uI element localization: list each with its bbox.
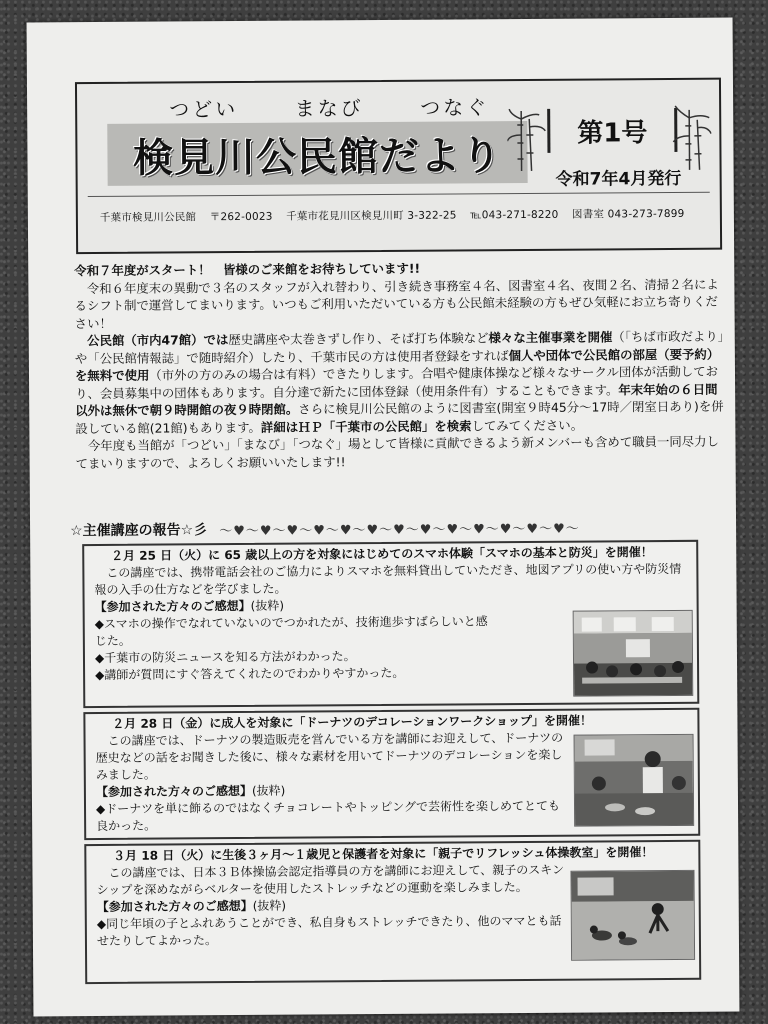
intro-paragraph: 令和６年度末の異動で３名のスタッフが入れ替わり、引き続き事務室４名、図書室４名、夜間２名、清掃２名によるシフト制で運営してまいります。いつもご利用いただいている方も公民館未経験の方もぜひ気軽にお立ち寄りください！ xyxy=(74,276,719,331)
report-header: ２月 25 日（火）に 65 歳以上の方を対象にはじめてのスマホ体験「スマホの基本と防災」を開催！ xyxy=(111,545,653,563)
section-title: ☆主催講座の報告☆彡 xyxy=(70,522,208,540)
bamboo-decoration-icon xyxy=(671,104,711,172)
impression-item: ◆ドーナツを単に飾るのではなくチョコレートやトッピングで芸術性を楽しめてとても良かった。 xyxy=(95,798,560,834)
newsletter-title: 検見川公民館だより xyxy=(107,121,527,186)
issue-number: 第1号 xyxy=(547,108,677,153)
impression-item: ◆千葉市の防災ニュースを知る方法がわかった。 xyxy=(94,649,356,666)
report-box-smartphone xyxy=(82,540,699,708)
issue-date: 令和7年4月発行 xyxy=(555,168,682,190)
impressions-label: 【参加された方々のご感想】(抜粋) xyxy=(96,898,287,915)
report-header: ３月 18 日（火）に生後３ヶ月～１歳児と保護者を対象に「親子でリフレッシュ体操教室」を開催！ xyxy=(113,845,654,863)
motto-word: つなぐ xyxy=(420,95,490,120)
intro-section xyxy=(74,258,725,473)
report-box-donut xyxy=(83,708,700,840)
motto-word: まなび xyxy=(294,96,364,121)
intro-paragraph: 公民館（市内47館）では歴史講座や太巻きずし作り、そば打ち体験など様々な主催事業を開催（「ちば市政だより」や「公民館情報誌」で随時紹介）したり、千葉市民の方は使用者登録をすれば個人や団体で公民館の部屋（要予約）を無料で使用（市外の方のみの場合は有料）できたりします。合唱や健康体操など様々なサークル団体が活動しており、会員募集中の団体もあります。自分達で新たに団体登録（使用条件有）することもできます。年末年始の６日間以外は無休で朝９時開館の夜９時閉館。さらに検見川公民館のように図書室(開室９時45分～17時／閉室日あり)を併設している館(21館)もあります。詳細はＨＰ「千葉市の公民館」を検索してみてください。 xyxy=(74,328,724,436)
intro-paragraph: 今年度も当館が「つどい」「まなび」「つなぐ」場として皆様に貢献できるよう新メンバーも含めて職員一同尽力してまいりますので、よろしくお願いいたします!! xyxy=(75,433,719,471)
impressions-label: 【参加された方々のご感想】(抜粋) xyxy=(95,783,286,800)
address: 千葉市花見川区検見川町 3-322-25 xyxy=(286,209,457,223)
impression-item: ◆同じ年頃の子とふれあうことができ、私自身もストレッチできたり、他のママとも話せたりしてよかった。 xyxy=(96,913,562,949)
impression-item: ◆スマホの操作でなれていないのでつかれたが、技術進歩すばらしいと感じた。 xyxy=(94,614,488,649)
section-heading xyxy=(70,515,740,542)
report-body: この講座では、ドーナツの製造販売を営んでいる方を講師にお迎えして、ドーナツの歴史などの話をお聞きした後に、様々な素材を用いてドーナツのデコレーションを楽しみました。 xyxy=(95,730,564,783)
contact-line xyxy=(100,206,695,225)
phone-number: ℡043-271-8220 xyxy=(470,208,559,222)
exercise-class-photo xyxy=(570,870,695,961)
report-body: この講座では、携帯電話会社のご協力によりスマホを無料貸出していただき、地図アプリの使い方や防災情報の入手の仕方などを学びました。 xyxy=(94,561,682,598)
impressions-label: 【参加された方々のご感想】(抜粋) xyxy=(94,598,285,615)
library-phone: 図書室 043-273-7899 xyxy=(571,207,685,221)
bamboo-decoration-icon xyxy=(507,105,547,173)
postal-code: 〒262-0023 xyxy=(209,210,273,224)
workshop-photo xyxy=(574,734,695,827)
motto xyxy=(169,91,489,122)
heart-wave-decoration: 〜♥〜♥〜♥〜♥〜♥〜♥〜♥〜♥〜♥〜♥〜♥〜♥〜♥〜 xyxy=(219,521,580,539)
classroom-photo xyxy=(573,610,694,697)
impression-item: ◆講師が質問にすぐ答えてくれたのでわかりやすかった。 xyxy=(95,665,405,683)
report-header: ２月 28 日（金）に成人を対象に「ドーナツのデコレーションワークショップ」を開催！ xyxy=(112,713,593,731)
masthead xyxy=(75,78,722,255)
newsletter-paper xyxy=(27,18,740,1017)
facility-name: 千葉市検見川公民館 xyxy=(99,211,197,224)
motto-word: つどい xyxy=(169,97,239,122)
intro-lead: 令和７年度がスタート！ 皆様のご来館をお待ちしています!! xyxy=(74,260,421,279)
report-box-parent-child xyxy=(84,840,701,984)
divider xyxy=(88,192,710,197)
report-body: この講座では、日本３Ｂ体操協会認定指導員の方を講師にお迎えして、親子のスキンシップを深めながらベルターを使用したストレッチなどの運動を楽しみました。 xyxy=(96,862,565,898)
